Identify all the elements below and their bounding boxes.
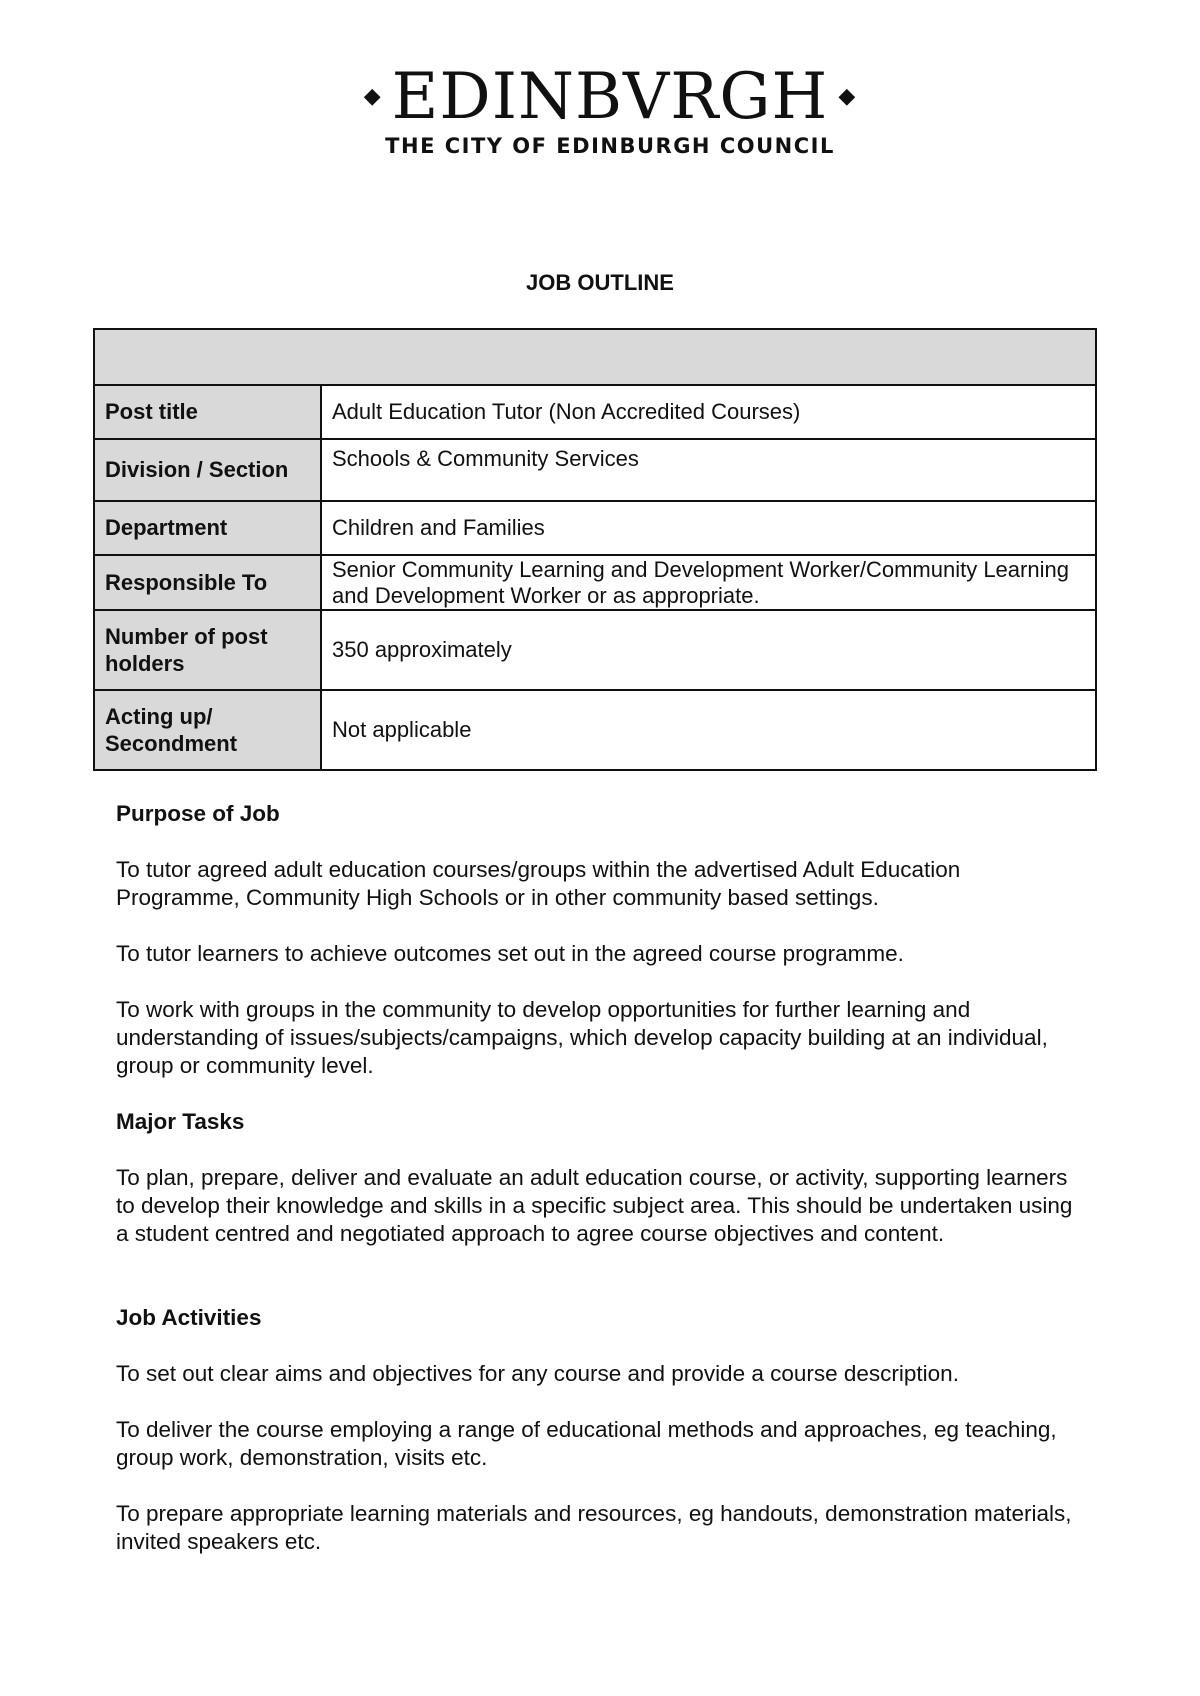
major-tasks-section xyxy=(116,1108,1076,1136)
council-logo xyxy=(350,62,870,158)
section-heading: Job Activities xyxy=(116,1305,262,1330)
row-label: Post title xyxy=(94,385,321,439)
row-value: 350 approximately xyxy=(321,610,1096,690)
row-label: Department xyxy=(94,501,321,555)
purpose-paragraph xyxy=(116,940,1076,968)
paragraph: To set out clear aims and objectives for any course and provide a course description. xyxy=(116,1361,959,1386)
row-value: Children and Families xyxy=(321,501,1096,555)
job-activities-section xyxy=(116,1304,1076,1332)
logo-name: EDINBVRGH xyxy=(391,60,829,134)
job-outline-table xyxy=(93,328,1097,771)
paragraph: To deliver the course employing a range of educational methods and approaches, eg teaching, group work, demonstration, visits etc. xyxy=(116,1417,1057,1470)
row-value: Senior Community Learning and Development Worker/Community Learning and Development Worker or as appropriate. xyxy=(321,555,1096,610)
table-header-row xyxy=(94,329,1096,385)
row-label: Division / Section xyxy=(94,439,321,501)
diamond-icon: ◆ xyxy=(363,84,382,109)
paragraph: To tutor agreed adult education courses/groups within the advertised Adult Education Programme, Community High Schools or in other community based settings. xyxy=(116,857,961,910)
diamond-icon: ◆ xyxy=(838,84,857,109)
section-heading: Purpose of Job xyxy=(116,801,280,826)
major-tasks-paragraph xyxy=(116,1164,1076,1248)
row-label: Number of post holders xyxy=(94,610,321,690)
table-row xyxy=(94,439,1096,501)
table-row xyxy=(94,501,1096,555)
table-row xyxy=(94,690,1096,770)
document-title: JOB OUTLINE xyxy=(526,270,674,295)
table-row xyxy=(94,385,1096,439)
row-value: Not applicable xyxy=(321,690,1096,770)
logo-wordmark xyxy=(350,62,870,132)
paragraph: To work with groups in the community to develop opportunities for further learning and understanding of issues/subjects/campaigns, which develop capacity building at an individual, group or community level. xyxy=(116,997,1048,1078)
paragraph: To plan, prepare, deliver and evaluate an adult education course, or activity, supporting learners to develop their knowledge and skills in a specific subject area. This should be undertaken using a student centred and negotiated approach to agree course objectives and content. xyxy=(116,1165,1073,1246)
row-label: Acting up/ Secondment xyxy=(94,690,321,770)
row-value: Adult Education Tutor (Non Accredited Courses) xyxy=(321,385,1096,439)
table-row xyxy=(94,555,1096,610)
paragraph: To tutor learners to achieve outcomes set out in the agreed course programme. xyxy=(116,941,904,966)
paragraph: To prepare appropriate learning materials and resources, eg handouts, demonstration materials, invited speakers etc. xyxy=(116,1501,1072,1554)
row-value: Schools & Community Services xyxy=(321,439,1096,501)
job-activities-paragraph xyxy=(116,1416,1076,1472)
section-heading: Major Tasks xyxy=(116,1109,245,1134)
job-activities-paragraph xyxy=(116,1360,1076,1388)
row-label: Responsible To xyxy=(94,555,321,610)
purpose-section xyxy=(116,800,1076,828)
logo-subtitle: THE CITY OF EDINBURGH COUNCIL xyxy=(385,134,835,158)
job-activities-paragraph xyxy=(116,1500,1076,1556)
purpose-paragraph xyxy=(116,856,1076,912)
table-row xyxy=(94,610,1096,690)
purpose-paragraph xyxy=(116,996,1076,1080)
table-header-cell xyxy=(94,329,1096,385)
